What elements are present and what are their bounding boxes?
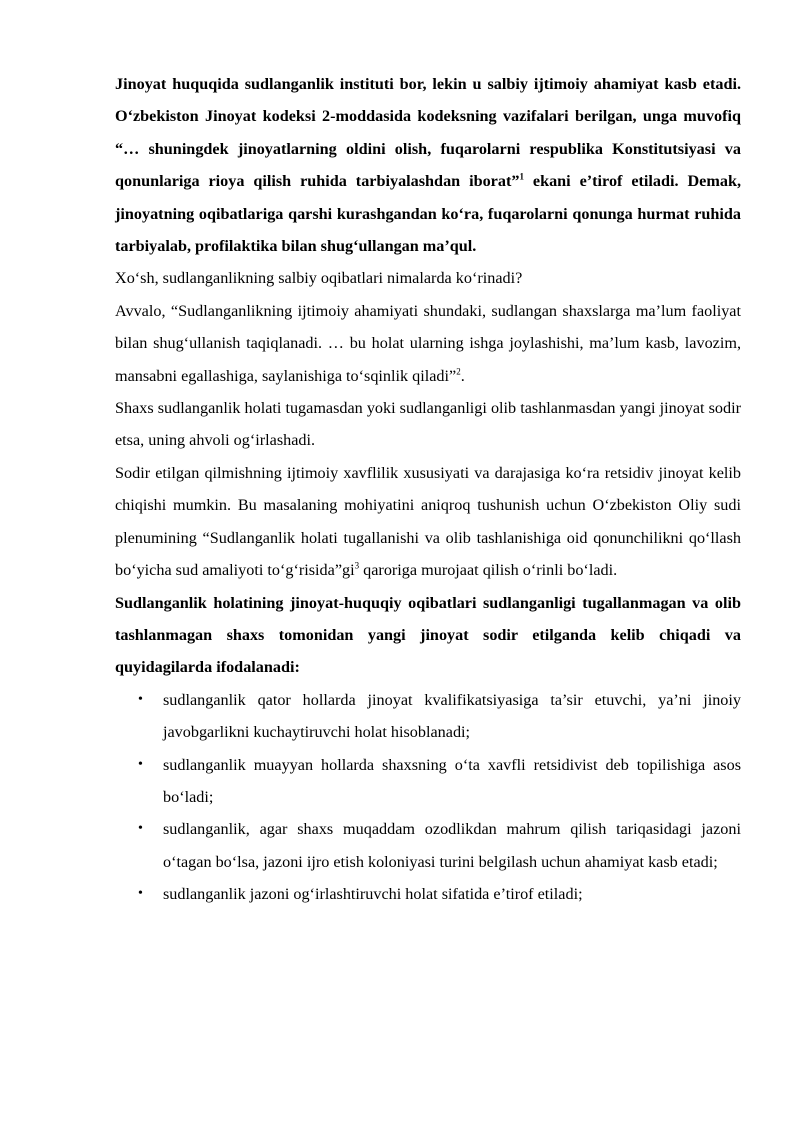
paragraph-recidivism xyxy=(115,457,741,587)
paragraph-legal-consequences: Sudlanganlik holatining jinoyat-huquqiy oqibatlari sudlanganligi tugallanmagan va olib tashlanmagan shaxs tomonidan yangi jinoyat sodir etilganda kelib chiqadi va quyidagilarda ifodalanadi: xyxy=(115,593,741,677)
list-item xyxy=(115,684,741,749)
list-item-text: sudlanganlik qator hollarda jinoyat kvalifikatsiyasiga ta’sir etuvchi, ya’ni jinoiy javobgarlikni kuchaytiruvchi holat hisoblanadi; xyxy=(163,690,741,742)
footnote-ref-3[interactable]: 3 xyxy=(354,560,360,571)
paragraph-first-consequence xyxy=(115,295,741,392)
list-item-text: sudlanganlik jazoni og‘irlashtiruvchi holat sifatida e’tirof etiladi; xyxy=(163,885,583,904)
paragraph-new-crime: Shaxs sudlanganlik holati tugamasdan yoki sudlanganligi olib tashlanmasdan yangi jinoyat sodir etsa, uning ahvoli og‘irlashadi. xyxy=(115,399,741,450)
list-item-text: sudlanganlik, agar shaxs muqaddam ozodlikdan mahrum qilish tariqasidagi jazoni o‘tagan bo‘lsa, jazoni ijro etish koloniyasi turini belgilash uchun ahamiyat kasb etadi; xyxy=(163,820,741,871)
list-item xyxy=(115,749,741,814)
bullet-icon: • xyxy=(138,691,143,707)
bullet-icon: • xyxy=(138,886,143,902)
consequences-list xyxy=(115,684,741,911)
paragraph-recidivism-end: qaroriga murojaat qilish o‘rinli bo‘ladi. xyxy=(359,561,618,580)
paragraph-first-consequence-end: . xyxy=(460,366,465,385)
list-item xyxy=(115,878,741,910)
footnote-ref-1[interactable]: 1 xyxy=(519,171,524,182)
list-item-text: sudlanganlik muayyan hollarda shaxsning o‘ta xavfli retsidivist deb topilishiga asos bo‘ladi; xyxy=(163,755,741,806)
bullet-icon: • xyxy=(138,821,143,837)
paragraph-intro xyxy=(115,68,741,262)
paragraph-recidivism-text: Sodir etilgan qilmishning ijtimoiy xavflilik xususiyati va darajasiga ko‘ra retsidiv jinoyat kelib chiqishi mumkin. Bu masalaning mohiyatini aniqroq tushunish uchun O‘zbekiston Oliy sudi plenumining “Sudlanganlik holati tugallanishi va olib tashlanishiga oid qonunchilikni qo‘llash bo‘yicha sud amaliyoti to‘g‘risida”gi xyxy=(115,463,741,580)
paragraph-intro-text-cont: ekani e’tirof etiladi. Demak, jinoyatning oqibatlariga qarshi kurashgandan ko‘ra, fuqarolarni qonunga hurmat ruhida tarbiyalab, profilaktika bilan shug‘ullangan ma’qul. xyxy=(115,172,741,256)
paragraph-intro-text: Jinoyat huquqida sudlanganlik instituti bor, lekin u salbiy ijtimoiy ahamiyat kasb etadi. O‘zbekiston Jinoyat kodeksi 2-moddasida kodeksning vazifalari berilgan, unga muvofiq “… shuningdek jinoyatlarning oldini olish, fuqarolarni respublika Konstitutsiyasi va qonunlariga rioya qilish ruhida tarbiyalashdan iborat” xyxy=(115,75,741,191)
bullet-icon: • xyxy=(138,756,143,772)
document-page xyxy=(115,68,741,911)
footnote-ref-2[interactable]: 2 xyxy=(456,366,461,377)
paragraph-first-consequence-text: Avvalo, “Sudlanganlikning ijtimoiy ahamiyati shundaki, sudlangan shaxslarga ma’lum faoliyat bilan shug‘ullanish taqiqlanadi. … bu holat ularning ishga joylashishi, ma’lum kasb, lavozim, mansabni egallashiga, saylanishiga to‘sqinlik qiladi” xyxy=(115,301,741,385)
paragraph-question: Xo‘sh, sudlanganlikning salbiy oqibatlari nimalarda ko‘rinadi? xyxy=(115,269,523,288)
list-item xyxy=(115,813,741,878)
